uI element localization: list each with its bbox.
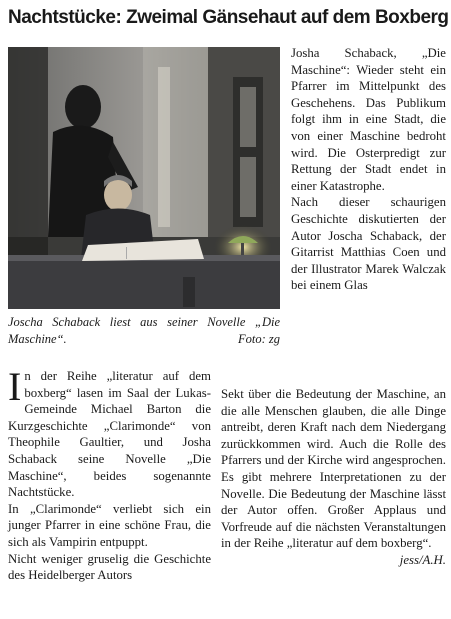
reading-scene-image xyxy=(8,47,280,309)
photo-caption xyxy=(8,314,280,348)
drop-cap: I xyxy=(8,364,22,409)
paragraph: Nicht weniger gruselig die Geschichte des Heidelberger Autors xyxy=(8,551,211,583)
author-byline: jess/A.H. xyxy=(399,552,446,567)
photo-credit: Foto: zg xyxy=(237,332,280,346)
article-column-right xyxy=(291,45,446,294)
paragraph: Nach dieser schaurigen Geschichte diskutierten der Autor Joscha Schaback, der Gitarrist Matthias Coen und der Illustrator Marek Walczak bei einem Glas xyxy=(291,195,446,293)
lead-text: n der Reihe „literatur auf dem boxberg“ lasen im Saal der Lukas-Gemeinde Michael Barton die Kurzgeschichte „Clarimonde“ von Theophile Gaultier, und Josha Schaback seine Novelle „Die Maschine“, beides sogenannte Nachtstücke. xyxy=(8,369,211,500)
article-photo xyxy=(8,47,280,309)
paragraph xyxy=(221,386,446,567)
article-column-middle xyxy=(221,386,446,569)
caption-text: Joscha Schaback liest aus seiner Novelle „Die Maschine“. xyxy=(8,315,280,346)
paragraph: Josha Schaback, „Die Maschine“: Wieder steht ein Pfarrer im Mittelpunkt des Geschehens. Das Publikum folgt ihm in eine Stadt, die von einer Maschine bedroht wird. Die Osterpredigt zur Rettung der Stadt endet in einer Katastrophe. xyxy=(291,46,446,193)
paragraph-lead xyxy=(8,364,211,501)
article-column-left xyxy=(8,364,211,584)
paragraph: In „Clarimonde“ verliebt sich ein junger Pfarrer in eine schöne Frau, die sich als Vampirin entpuppt. xyxy=(8,501,211,549)
closing-text: Sekt über die Bedeutung der Maschine, an die alle Menschen glauben, die alle Dinge antreibt, deren Kraft nach dem Niedergang zurückkommen wird. Auch die Rolle des Pfarrers und der Kirche wird angesprochen. Es gibt mehrere Interpretationen zu der Novelle. Die Bedeutung der Maschine lässt der Autor offen. Großer Applaus und Vorfreude auf die nächsten Veranstaltungen in der Reihe „literatur auf dem boxberg“. xyxy=(221,387,446,551)
article-headline: Nachtstücke: Zweimal Gänsehaut auf dem Boxberg xyxy=(8,7,449,28)
